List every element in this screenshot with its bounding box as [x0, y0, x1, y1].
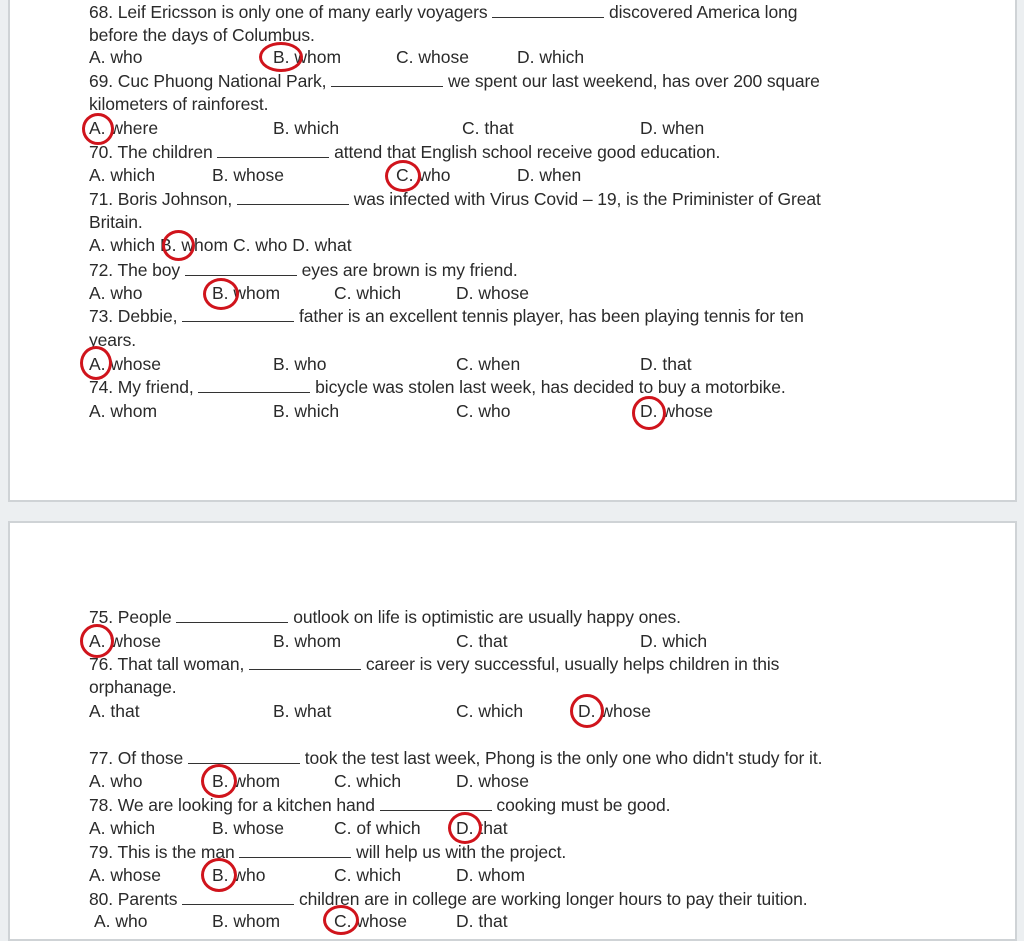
answer-blank [237, 188, 349, 205]
option-c: C. that [462, 118, 514, 138]
option-b: B. who [273, 354, 327, 374]
answer-blank [185, 259, 297, 276]
option-d: D. whose [640, 401, 713, 421]
option-c: C. who [396, 165, 451, 185]
option-b: B. which [273, 401, 340, 421]
option-b: B. whom [212, 771, 281, 791]
option-d: D. whom [456, 865, 526, 885]
option-a: A. where [89, 118, 159, 138]
option-d: D. that [456, 818, 508, 838]
option-b: B. whom [273, 47, 342, 67]
option-d: D. whose [578, 701, 651, 721]
answer-blank [492, 1, 604, 18]
option-c: C. of which [334, 818, 421, 838]
option-a: A. which [89, 165, 156, 185]
question-70: 70. The children attend that English school receive good education. [89, 142, 721, 162]
question-79: 79. This is the man will help us with the project. [89, 842, 567, 862]
option-c: C. which [334, 283, 402, 303]
option-a: A. which [89, 818, 156, 838]
question-77: 77. Of those took the test last week, Phong is the only one who didn't study for it. [89, 748, 823, 768]
question-69-continued: kilometers of rainforest. [89, 94, 269, 114]
option-a: A. who [89, 771, 143, 791]
option-d: D. that [456, 911, 508, 931]
option-c: C. which [334, 771, 402, 791]
option-b: B. whom [212, 911, 281, 931]
answer-blank [198, 376, 310, 393]
option-b: B. who [212, 865, 266, 885]
option-d: D. that [640, 354, 692, 374]
option-b: B. whom [273, 631, 342, 651]
answer-blank [331, 70, 443, 87]
option-b: B. whose [212, 818, 284, 838]
option-a: A. whose [89, 354, 161, 374]
option-c: C. which [456, 701, 524, 721]
option-a: A. whom [89, 401, 158, 421]
option-c: C. whose [396, 47, 469, 67]
option-d: D. which [640, 631, 708, 651]
question-73: 73. Debbie, father is an excellent tennis player, has been playing tennis for ten [89, 306, 804, 326]
option-a: A. that [89, 701, 140, 721]
question-68: 68. Leif Ericsson is only one of many early voyagers discovered America long [89, 2, 798, 22]
option-b: B. what [273, 701, 332, 721]
option-d: D. which [517, 47, 585, 67]
option-b: B. which [273, 118, 340, 138]
option-c: C. whose [334, 911, 407, 931]
question-74: 74. My friend, bicycle was stolen last week, has decided to buy a motorbike. [89, 377, 786, 397]
option-a: A. who [89, 47, 143, 67]
answer-blank [239, 841, 351, 858]
answer-blank [188, 747, 300, 764]
option-c: C. which [334, 865, 402, 885]
option-d: D. whose [456, 283, 529, 303]
option-d: D. whose [456, 771, 529, 791]
answer-blank [176, 606, 288, 623]
answer-blank [217, 141, 329, 158]
question-71: 71. Boris Johnson, was infected with Virus Covid – 19, is the Priminister of Great [89, 189, 821, 209]
option-b: B. whom [212, 283, 281, 303]
option-a: A. whose [89, 865, 161, 885]
question-72: 72. The boy eyes are brown is my friend. [89, 260, 518, 280]
question-73-continued: years. [89, 330, 137, 350]
question-69: 69. Cuc Phuong National Park, we spent our last weekend, has over 200 square [89, 71, 820, 91]
option-c: C. when [456, 354, 521, 374]
question-76: 76. That tall woman, career is very successful, usually helps children in this [89, 654, 780, 674]
option-b: B. whose [212, 165, 284, 185]
options-inline: A. which B. whom C. who D. what [89, 235, 352, 255]
answer-blank [249, 653, 361, 670]
option-a: A. who [94, 911, 148, 931]
question-71-continued: Britain. [89, 212, 143, 232]
question-80: 80. Parents children are in college are working longer hours to pay their tuition. [89, 889, 808, 909]
option-d: D. when [640, 118, 705, 138]
option-a: A. whose [89, 631, 161, 651]
question-75: 75. People outlook on life is optimistic are usually happy ones. [89, 607, 681, 627]
question-76-continued: orphanage. [89, 677, 177, 697]
option-a: A. who [89, 283, 143, 303]
question-78: 78. We are looking for a kitchen hand cooking must be good. [89, 795, 671, 815]
option-c: C. who [456, 401, 511, 421]
question-68-continued: before the days of Columbus. [89, 25, 315, 45]
answer-blank [380, 794, 492, 811]
answer-blank [182, 305, 294, 322]
answer-blank [182, 888, 294, 905]
option-c: C. that [456, 631, 508, 651]
option-d: D. when [517, 165, 582, 185]
